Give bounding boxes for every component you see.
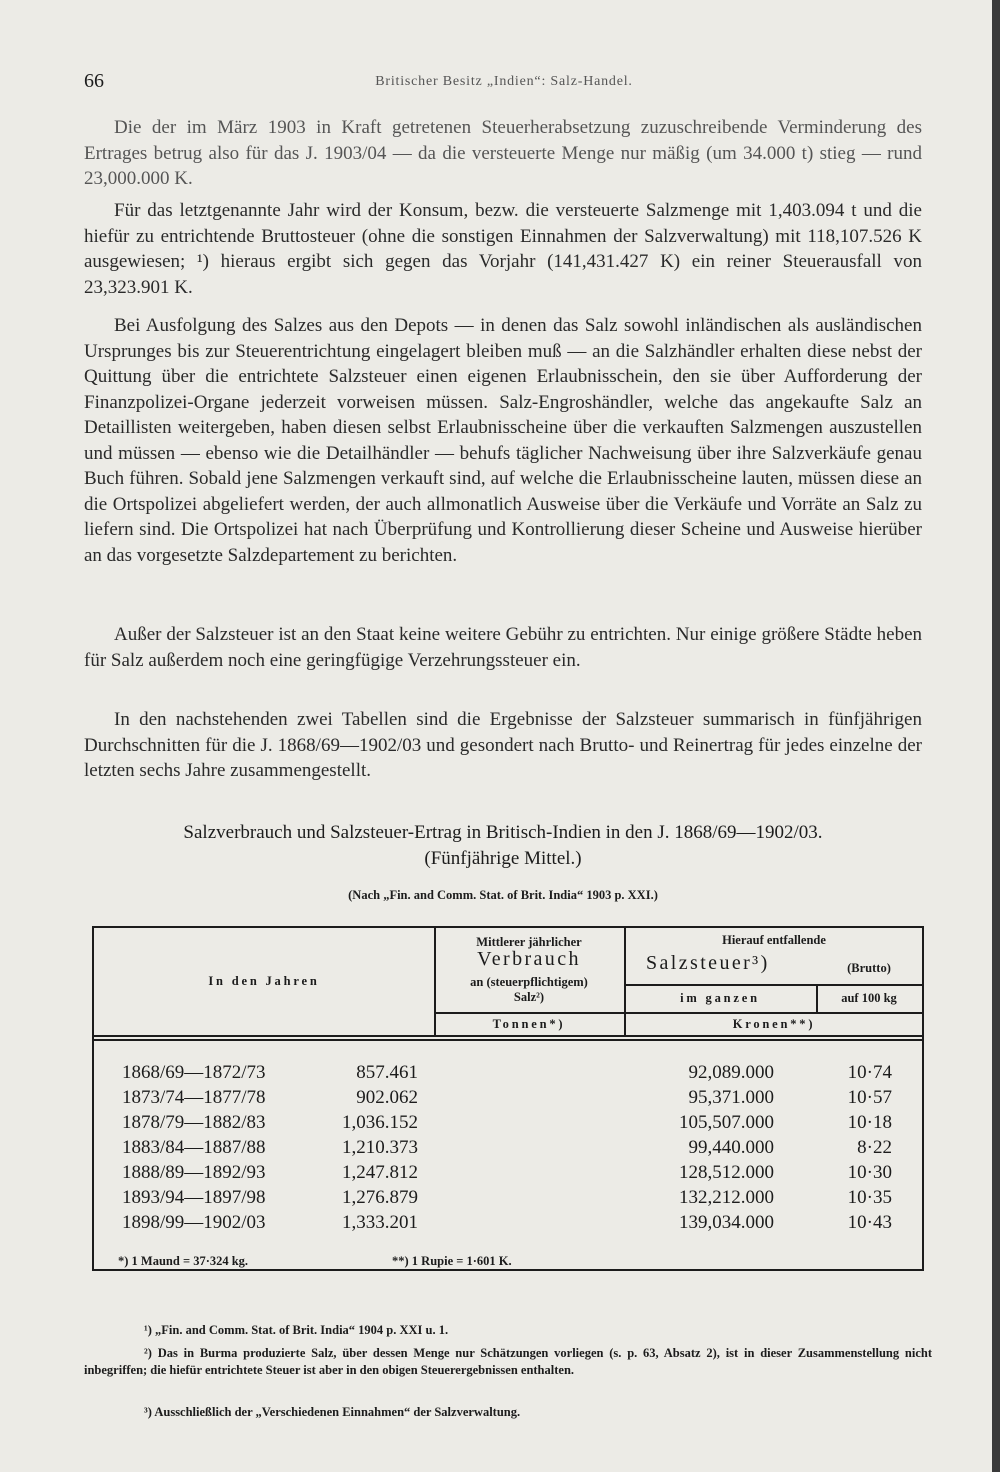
cell-per100: 10·35	[847, 1187, 892, 1208]
cell-per100: 10·30	[847, 1162, 892, 1183]
header-consumption-top: Mittlerer jährlicher	[476, 935, 582, 949]
cell-years: 1878/79—1882/83	[122, 1112, 266, 1133]
cell-total: 99,440.000	[688, 1137, 774, 1158]
running-head: Britischer Besitz „Indien“: Salz-Handel.	[375, 74, 633, 89]
paragraph: Für das letztgenannte Jahr wird der Konsum, bezw. die versteuerte Salzmenge mit 1,403.094 t und die hiefür zu entrichtende Bruttosteuer (ohne die sonstigen Einnahmen der Salzverwaltung) mit 118,107.526 K ausgewiesen; ¹) hieraus ergibt sich gegen das Vorjahr (141,431.427 K) ein reiner Steuerausfall von 23,323.901 K.	[84, 200, 922, 298]
cell-tons: 1,036.152	[342, 1112, 418, 1133]
cell-years: 1898/99—1902/03	[122, 1212, 266, 1233]
cell-tons: 1,210.373	[342, 1137, 418, 1158]
cell-per100: 10·74	[847, 1062, 892, 1083]
header-tax-top: Hierauf entfallende	[722, 933, 826, 947]
cell-years: 1888/89—1892/93	[122, 1162, 266, 1183]
table-row	[94, 1212, 922, 1238]
paragraph: Bei Ausfolgung des Salzes aus den Depots — in denen das Salz sowohl inländischen als ausländischen Ursprunges bis zur Steuerentrichtung eingelagert bleiben muß — an die Salzhändler erhalten diese nebst der Quittung über die entrichtete Salzsteuer einen eigenen Erlaubnisschein, den sie über Aufforderung der Finanzpolizei-Organe jederzeit vorweisen müssen. Salz-Engroshändler, welche das angekaufte Salz an Detaillisten weitergeben, haben diesen selbst Erlaubnisscheine über die verkauften Salzmengen auszustellen und müssen — ebenso wie die Detailhändler — behufs täglicher Nachweisung über ihre Salzverkäufe genau Buch führen. Sobald jene Salzmengen verkauft sind, auf welche die Erlaubnisscheine lauten, müssen diese an die Ortspolizei abgeliefert werden, der auch allmonatlich Ausweise über die Verkäufe und Vorräte an Salz zu liefern sind. Die Ortspolizei hat nach Überprüfung und Kontrollierung dieser Scheine und Ausweise hierüber an das vorgesetzte Salzdepartement zu berichten.	[84, 315, 922, 566]
header-years: In den Jahren	[208, 974, 320, 988]
table-row	[94, 1087, 922, 1113]
header-consumption-sub: an (steuerpflichtigem) Salz²)	[470, 975, 588, 1004]
header-tax-per100: auf 100 kg	[841, 991, 897, 1005]
table-row	[94, 1137, 922, 1163]
table-source: (Nach „Fin. and Comm. Stat. of Brit. India“ 1903 p. XXI.)	[348, 888, 658, 902]
unit-tons: Tonnen*)	[492, 1017, 566, 1031]
cell-total: 95,371.000	[688, 1087, 774, 1108]
cell-tons: 902.062	[356, 1087, 418, 1108]
cell-total: 139,034.000	[679, 1212, 774, 1233]
cell-years: 1873/74—1877/78	[122, 1087, 266, 1108]
footnote: ³) Ausschließlich der „Verschiedenen Einnahmen“ der Salzverwaltung.	[144, 1405, 521, 1419]
cell-total: 92,089.000	[688, 1062, 774, 1083]
cell-total: 128,512.000	[679, 1162, 774, 1183]
table-row	[94, 1162, 922, 1188]
table-note-maund: *) 1 Maund = 37·324 kg.	[118, 1254, 249, 1268]
header-rule	[434, 1012, 924, 1014]
cell-per100: 8·22	[857, 1137, 892, 1158]
header-tax-total: im ganzen	[680, 991, 760, 1005]
header-consumption-main: Verbrauch	[477, 948, 581, 970]
cell-per100: 10·43	[847, 1212, 892, 1233]
paragraph: Die der im März 1903 in Kraft getretenen Steuerherabsetzung zuzuschreibende Verminderung des Ertrages betrug also für das J. 1903/04 — da die versteuerte Menge nur mäßig (um 34.000 t) stieg — rund 23,000.000 K.	[84, 117, 922, 189]
cell-years: 1868/69—1872/73	[122, 1062, 266, 1083]
table-title: Salzverbrauch und Salzsteuer-Ertrag in Britisch-Indien in den J. 1868/69—1902/03.	[183, 822, 823, 843]
table-row	[94, 1112, 922, 1138]
cell-tons: 1,276.879	[342, 1187, 418, 1208]
header-tax-main: Salzsteuer³)	[646, 952, 770, 974]
table-row	[94, 1187, 922, 1213]
footnote: ²) Das in Burma produzierte Salz, über dessen Menge nur Schätzungen vorliegen (s. p. 63, Absatz 2), ist in dieser Zusammenstellung nicht inbegriffen; die hiefür entrichtete Steuer ist aber in den obigen Steuerergebnissen enthalten.	[84, 1346, 932, 1377]
paragraph: In den nachstehenden zwei Tabellen sind die Ergebnisse der Salzsteuer summarisch in fünfjährigen Durchschnitten für die J. 1868/69—1902/03 und gesondert nach Brutto- und Reinertrag für jedes einzelne der letzten sechs Jahre zusammengestellt.	[84, 709, 922, 781]
data-table	[92, 926, 924, 1271]
footnote: ¹) „Fin. and Comm. Stat. of Brit. India“ 1904 p. XXI u. 1.	[144, 1323, 449, 1337]
cell-tons: 857.461	[356, 1062, 418, 1083]
header-tax-brutto: (Brutto)	[847, 961, 891, 975]
scan-edge	[992, 0, 1000, 1472]
cell-years: 1893/94—1897/98	[122, 1187, 266, 1208]
unit-kronen: Kronen**)	[732, 1017, 816, 1031]
page-number: 66	[84, 70, 104, 92]
page-header	[84, 70, 924, 100]
cell-tons: 1,247.812	[342, 1162, 418, 1183]
cell-total: 132,212.000	[679, 1187, 774, 1208]
header-rule	[94, 1035, 922, 1037]
cell-years: 1883/84—1887/88	[122, 1137, 266, 1158]
cell-per100: 10·18	[847, 1112, 892, 1133]
table-note-rupie: **) 1 Rupie = 1·601 K.	[392, 1254, 512, 1268]
cell-tons: 1,333.201	[342, 1212, 418, 1233]
header-rule	[624, 984, 924, 986]
table-row	[94, 1062, 922, 1088]
cell-per100: 10·57	[847, 1087, 892, 1108]
paragraph: Außer der Salzsteuer ist an den Staat keine weitere Gebühr zu entrichten. Nur einige größere Städte heben für Salz außerdem noch eine geringfügige Verzehrungssteuer ein.	[84, 624, 922, 671]
table-subtitle: (Fünfjährige Mittel.)	[424, 848, 582, 869]
cell-total: 105,507.000	[679, 1112, 774, 1133]
header-rule	[94, 1039, 922, 1041]
